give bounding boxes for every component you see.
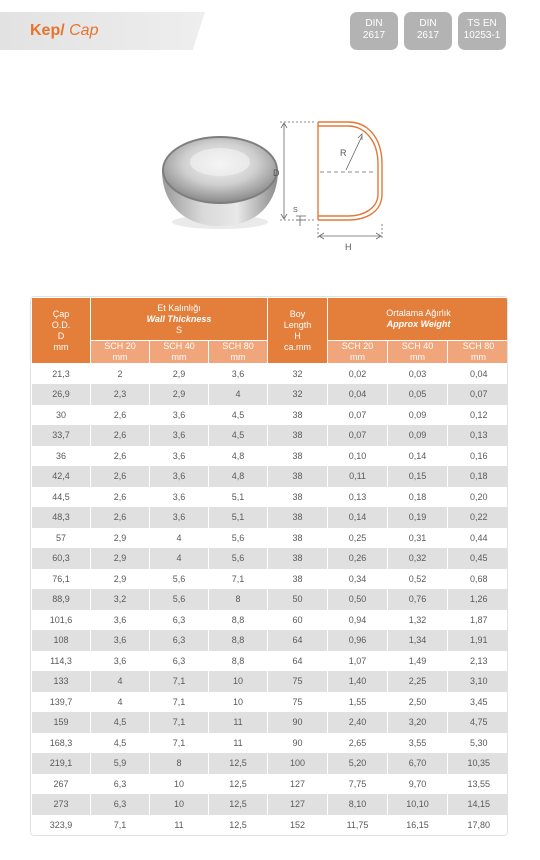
table-cell: 10 [150, 794, 209, 815]
table-cell: 3,2 [91, 589, 150, 610]
table-cell: 101,6 [32, 610, 91, 631]
table-cell: 4 [209, 384, 268, 405]
table-cell: 3,6 [150, 507, 209, 528]
table-cell: 75 [268, 671, 328, 692]
table-cell: 2 [91, 364, 150, 385]
table-cell: 44,5 [32, 487, 91, 508]
table-cell: 0,31 [388, 528, 448, 549]
table-cell: 2,6 [91, 507, 150, 528]
header-approx-weight [328, 298, 509, 341]
table-cell: 0,26 [328, 548, 388, 569]
table-cell: 8,8 [209, 630, 268, 651]
table-cell: 0,19 [388, 507, 448, 528]
table-row [32, 774, 509, 795]
table-cell: 0,04 [328, 384, 388, 405]
table-cell: 48,3 [32, 507, 91, 528]
header-line: mm [471, 352, 486, 362]
table-row [32, 692, 509, 713]
table-cell: 3,20 [388, 712, 448, 733]
table-cell: 75 [268, 692, 328, 713]
table-cell: 7,1 [209, 569, 268, 590]
table-cell: 0,45 [448, 548, 509, 569]
cap-technical-drawing [318, 122, 382, 220]
cap-photo [162, 136, 278, 229]
table-cell: 42,4 [32, 466, 91, 487]
table-cell: 5,6 [209, 548, 268, 569]
table-cell: 38 [268, 425, 328, 446]
table-cell: 0,15 [388, 466, 448, 487]
table-cell: 38 [268, 528, 328, 549]
standard-badge-line1: DIN [419, 18, 437, 29]
table-cell: 2,25 [388, 671, 448, 692]
header-line: D [57, 330, 65, 341]
header-line: H [294, 330, 301, 341]
table-cell: 8,8 [209, 651, 268, 672]
table-cell: 8 [209, 589, 268, 610]
table-cell: 5,6 [150, 589, 209, 610]
header-wall-thickness [91, 298, 268, 341]
header-line: ca.mm [284, 341, 311, 352]
table-cell: 32 [268, 364, 328, 385]
table-cell: 5,6 [209, 528, 268, 549]
table-cell: 60 [268, 610, 328, 631]
table-row [32, 528, 509, 549]
table-cell: 0,11 [328, 466, 388, 487]
standard-badge [404, 12, 452, 50]
header-line: Ortalama Ağırlık [386, 308, 451, 318]
table-cell: 7,1 [150, 733, 209, 754]
table-cell: 0,32 [388, 548, 448, 569]
table-row [32, 753, 509, 774]
table-cell: 12,5 [209, 815, 268, 836]
table-row [32, 815, 509, 836]
table-cell: 2,9 [91, 548, 150, 569]
table-cell: 10,10 [388, 794, 448, 815]
table-row [32, 794, 509, 815]
table-row [32, 712, 509, 733]
dimension-label-h: H [345, 242, 352, 252]
table-cell: 100 [268, 753, 328, 774]
table-cell: 1,34 [388, 630, 448, 651]
table-cell: 0,20 [448, 487, 509, 508]
table-cell: 1,32 [388, 610, 448, 631]
header-line: SCH 20 [104, 341, 136, 351]
table-cell: 1,49 [388, 651, 448, 672]
table-cell: 50 [268, 589, 328, 610]
header-line: Et Kalınlığı [157, 302, 201, 313]
standard-badge [350, 12, 398, 50]
table-row [32, 651, 509, 672]
table-cell: 5,6 [150, 569, 209, 590]
table-cell: 2,65 [328, 733, 388, 754]
table-cell: 0,34 [328, 569, 388, 590]
header-line: mm [53, 341, 69, 352]
table-cell: 14,15 [448, 794, 509, 815]
table-cell: 11 [209, 712, 268, 733]
table-cell: 7,1 [150, 671, 209, 692]
table-cell: 38 [268, 507, 328, 528]
dimensions-table [30, 296, 508, 836]
table-cell: 108 [32, 630, 91, 651]
dimension-label-s: S [293, 207, 298, 214]
table-cell: 0,50 [328, 589, 388, 610]
table-cell: 2,3 [91, 384, 150, 405]
header-line: S [175, 324, 182, 335]
table-cell: 3,10 [448, 671, 509, 692]
table-cell: 7,1 [91, 815, 150, 836]
header-sch [388, 341, 448, 364]
table-body [32, 364, 509, 836]
table-cell: 3,6 [150, 425, 209, 446]
table-cell: 152 [268, 815, 328, 836]
table-cell: 9,70 [388, 774, 448, 795]
table-cell: 3,45 [448, 692, 509, 713]
table-cell: 273 [32, 794, 91, 815]
table-cell: 0,05 [388, 384, 448, 405]
table-cell: 21,3 [32, 364, 91, 385]
table-cell: 26,9 [32, 384, 91, 405]
header-line: SCH 80 [462, 341, 495, 351]
table-row [32, 610, 509, 631]
table-row [32, 630, 509, 651]
table-cell: 5,20 [328, 753, 388, 774]
header-sch [328, 341, 388, 364]
table-cell: 0,10 [328, 446, 388, 467]
table-cell: 168,3 [32, 733, 91, 754]
table-cell: 10 [209, 671, 268, 692]
table-cell: 0,76 [388, 589, 448, 610]
table-cell: 13,55 [448, 774, 509, 795]
table-cell: 0,14 [328, 507, 388, 528]
table-cell: 38 [268, 466, 328, 487]
dimension-lines [280, 122, 382, 240]
table-row [32, 425, 509, 446]
table-row [32, 446, 509, 467]
table-cell: 38 [268, 569, 328, 590]
table-cell: 6,3 [91, 774, 150, 795]
header-line: SCH 20 [341, 341, 374, 351]
table-cell: 0,25 [328, 528, 388, 549]
standard-badge-line1: TS EN [467, 18, 497, 29]
table-cell: 0,13 [448, 425, 509, 446]
header-line: Approx Weight [386, 319, 451, 329]
table-row [32, 548, 509, 569]
table-cell: 7,75 [328, 774, 388, 795]
table-cell: 6,3 [150, 630, 209, 651]
table-cell: 2,9 [150, 384, 209, 405]
header-line: mm [410, 352, 425, 362]
header-line: O.D. [51, 319, 71, 330]
table-cell: 0,07 [328, 405, 388, 426]
header-line: mm [350, 352, 365, 362]
standard-badge [458, 12, 506, 50]
table-cell: 0,68 [448, 569, 509, 590]
table-cell: 0,04 [448, 364, 509, 385]
table-cell: 3,6 [150, 487, 209, 508]
table-cell: 0,94 [328, 610, 388, 631]
page-title [30, 22, 98, 40]
table-row [32, 405, 509, 426]
table-row [32, 671, 509, 692]
table-cell: 11 [209, 733, 268, 754]
table-cell: 4,5 [209, 425, 268, 446]
standard-badge-line1: DIN [365, 18, 383, 29]
table-row [32, 507, 509, 528]
table-cell: 0,22 [448, 507, 509, 528]
table-cell: 3,55 [388, 733, 448, 754]
table-cell: 7,1 [150, 692, 209, 713]
table-cell: 6,3 [150, 651, 209, 672]
table-cell: 133 [32, 671, 91, 692]
table-cell: 127 [268, 794, 328, 815]
header-line: SCH 40 [163, 341, 195, 351]
table-cell: 0,07 [448, 384, 509, 405]
table-cell: 4,75 [448, 712, 509, 733]
header-line: mm [230, 352, 246, 362]
table-row [32, 384, 509, 405]
dimension-label-r: R [340, 148, 347, 158]
table-cell: 4,5 [209, 405, 268, 426]
table-cell: 1,40 [328, 671, 388, 692]
table-cell: 4 [150, 528, 209, 549]
table-cell: 6,3 [91, 794, 150, 815]
table-cell: 2,50 [388, 692, 448, 713]
table-cell: 0,07 [328, 425, 388, 446]
table-cell: 2,6 [91, 466, 150, 487]
table-cell: 4,5 [91, 733, 150, 754]
header-sch [91, 341, 150, 364]
table-cell: 1,07 [328, 651, 388, 672]
table-cell: 12,5 [209, 794, 268, 815]
table-cell: 1,87 [448, 610, 509, 631]
header-sch [150, 341, 209, 364]
table-cell: 2,40 [328, 712, 388, 733]
table-cell: 30 [32, 405, 91, 426]
header-line: Boy [289, 308, 306, 319]
table-cell: 38 [268, 405, 328, 426]
standard-badge-line2: 2617 [416, 30, 440, 41]
table-row [32, 364, 509, 385]
table-cell: 8,10 [328, 794, 388, 815]
table-cell: 0,12 [448, 405, 509, 426]
table-cell: 3,6 [209, 364, 268, 385]
table-cell: 64 [268, 651, 328, 672]
table-row [32, 589, 509, 610]
header-length [268, 298, 328, 364]
table-cell: 267 [32, 774, 91, 795]
table-cell: 4 [150, 548, 209, 569]
table-cell: 0,09 [388, 425, 448, 446]
table-cell: 3,6 [91, 651, 150, 672]
table-cell: 114,3 [32, 651, 91, 672]
header-line: SCH 80 [222, 341, 254, 351]
header-line: Wall Thickness [146, 313, 212, 324]
header-line: mm [112, 352, 128, 362]
table-cell: 5,1 [209, 507, 268, 528]
table-cell: 3,6 [91, 630, 150, 651]
table-cell: 7,1 [150, 712, 209, 733]
table-cell: 2,9 [91, 528, 150, 549]
table-cell: 16,15 [388, 815, 448, 836]
table-cell: 90 [268, 712, 328, 733]
table-cell: 11,75 [328, 815, 388, 836]
table-cell: 127 [268, 774, 328, 795]
table-cell: 8 [150, 753, 209, 774]
table-cell: 4,8 [209, 466, 268, 487]
table-cell: 139,7 [32, 692, 91, 713]
table-cell: 3,6 [150, 466, 209, 487]
table-cell: 2,6 [91, 446, 150, 467]
table-cell: 0,14 [388, 446, 448, 467]
table-cell: 36 [32, 446, 91, 467]
table-row [32, 487, 509, 508]
header-line: Length [283, 319, 312, 330]
table-cell: 5,1 [209, 487, 268, 508]
header-line: Çap [52, 308, 70, 319]
title-sub: Cap [64, 22, 99, 39]
table-cell: 57 [32, 528, 91, 549]
table-cell: 0,18 [388, 487, 448, 508]
table-cell: 12,5 [209, 774, 268, 795]
table-cell: 5,9 [91, 753, 150, 774]
table-cell: 60,3 [32, 548, 91, 569]
table-cell: 2,9 [150, 364, 209, 385]
table-cell: 0,09 [388, 405, 448, 426]
header-sch [448, 341, 509, 364]
table-cell: 2,6 [91, 405, 150, 426]
table-cell: 2,6 [91, 487, 150, 508]
table-cell: 4 [91, 692, 150, 713]
dimension-label-d: D [273, 168, 280, 178]
standard-badge-line2: 2617 [362, 30, 386, 41]
table-cell: 1,55 [328, 692, 388, 713]
table-cell: 38 [268, 487, 328, 508]
table-cell: 219,1 [32, 753, 91, 774]
table-cell: 159 [32, 712, 91, 733]
table-cell: 17,80 [448, 815, 509, 836]
table-cell: 10,35 [448, 753, 509, 774]
title-main: Kep/ [30, 22, 65, 39]
table-cell: 2,13 [448, 651, 509, 672]
table-cell: 8,8 [209, 610, 268, 631]
table-cell: 5,30 [448, 733, 509, 754]
table-cell: 3,6 [150, 446, 209, 467]
table-cell: 76,1 [32, 569, 91, 590]
table-cell: 3,6 [150, 405, 209, 426]
header-line: SCH 40 [401, 341, 434, 351]
table-row [32, 466, 509, 487]
table-cell: 0,03 [388, 364, 448, 385]
table-cell: 90 [268, 733, 328, 754]
header-line: mm [171, 352, 187, 362]
table-cell: 1,26 [448, 589, 509, 610]
table-cell: 10 [150, 774, 209, 795]
table-cell: 32 [268, 384, 328, 405]
table-cell: 0,52 [388, 569, 448, 590]
table-cell: 33,7 [32, 425, 91, 446]
header-sch [209, 341, 268, 364]
table-cell: 0,02 [328, 364, 388, 385]
table-row [32, 733, 509, 754]
standard-badge-line2: 10253-1 [463, 30, 501, 41]
header-outer-diameter [32, 298, 91, 364]
table-cell: 38 [268, 548, 328, 569]
table-cell: 6,3 [150, 610, 209, 631]
table-cell: 1,91 [448, 630, 509, 651]
table-cell: 0,13 [328, 487, 388, 508]
table-cell: 3,6 [91, 610, 150, 631]
table-cell: 88,9 [32, 589, 91, 610]
table-cell: 0,44 [448, 528, 509, 549]
table-cell: 38 [268, 446, 328, 467]
table-cell: 4,8 [209, 446, 268, 467]
table-cell: 4,5 [91, 712, 150, 733]
table-cell: 2,9 [91, 569, 150, 590]
table-cell: 2,6 [91, 425, 150, 446]
table-cell: 0,96 [328, 630, 388, 651]
table-cell: 6,70 [388, 753, 448, 774]
table-cell: 12,5 [209, 753, 268, 774]
table-row [32, 569, 509, 590]
table-cell: 11 [150, 815, 209, 836]
table-cell: 0,18 [448, 466, 509, 487]
table-cell: 323,9 [32, 815, 91, 836]
table-cell: 0,16 [448, 446, 509, 467]
cap-illustration [150, 112, 390, 262]
table-cell: 64 [268, 630, 328, 651]
table-cell: 4 [91, 671, 150, 692]
table-cell: 10 [209, 692, 268, 713]
